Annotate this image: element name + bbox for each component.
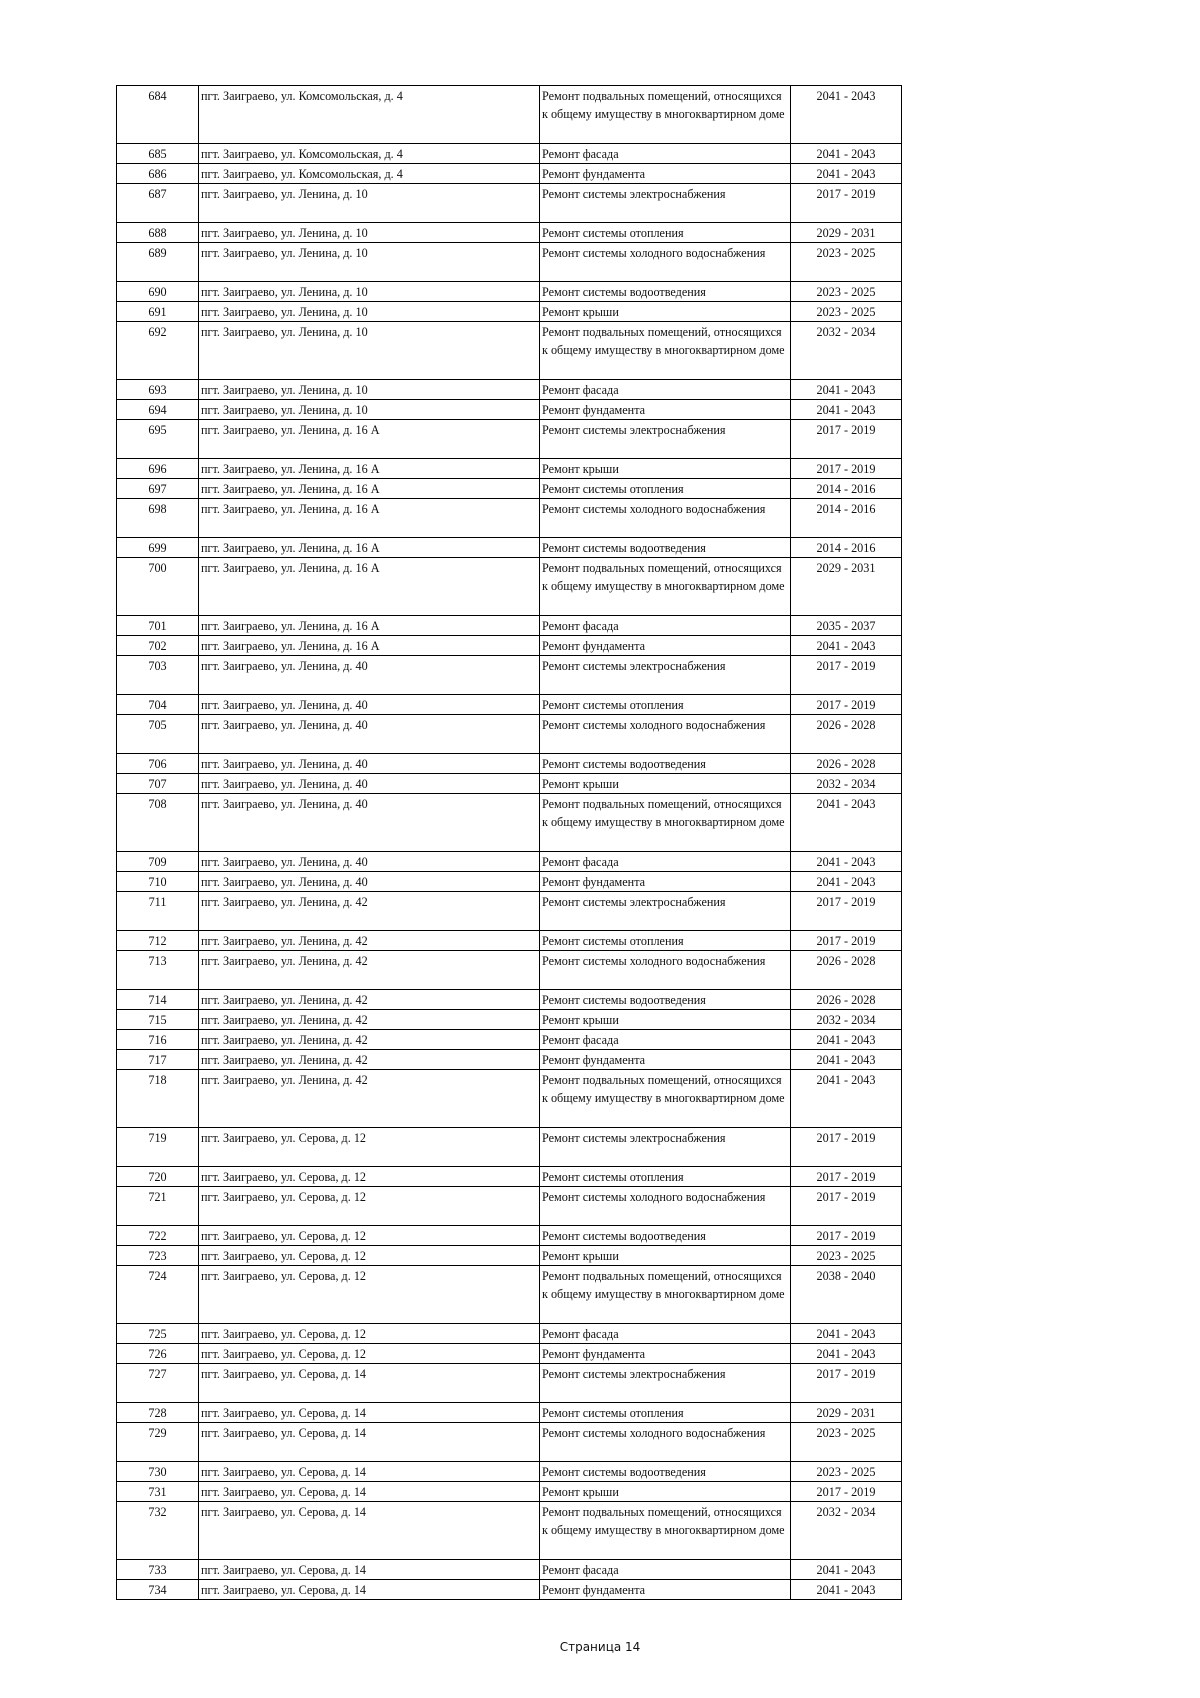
- work-type-cell: Ремонт системы холодного водоснабжения: [540, 1187, 791, 1226]
- period-cell: 2023 - 2025: [791, 1423, 902, 1462]
- period-cell: 2041 - 2043: [791, 144, 902, 164]
- row-number: 715: [117, 1010, 199, 1030]
- address-cell: пгт. Заиграево, ул. Серова, д. 14: [199, 1502, 540, 1560]
- period-cell: 2026 - 2028: [791, 990, 902, 1010]
- table-row: [117, 1187, 902, 1226]
- row-number: 726: [117, 1344, 199, 1364]
- address-cell: пгт. Заиграево, ул. Ленина, д. 40: [199, 695, 540, 715]
- work-type-cell: Ремонт системы холодного водоснабжения: [540, 1423, 791, 1462]
- table-row: [117, 499, 902, 538]
- work-type-cell: Ремонт фундамента: [540, 1580, 791, 1600]
- work-type-cell: Ремонт фасада: [540, 1030, 791, 1050]
- work-type-cell: Ремонт фасада: [540, 380, 791, 400]
- table-row: [117, 380, 902, 400]
- work-type-cell: Ремонт системы отопления: [540, 1167, 791, 1187]
- row-number: 700: [117, 558, 199, 616]
- work-type-cell: Ремонт системы электроснабжения: [540, 420, 791, 459]
- period-cell: 2017 - 2019: [791, 1187, 902, 1226]
- address-cell: пгт. Заиграево, ул. Комсомольская, д. 4: [199, 144, 540, 164]
- row-number: 721: [117, 1187, 199, 1226]
- table-row: [117, 1403, 902, 1423]
- work-type-cell: Ремонт крыши: [540, 1010, 791, 1030]
- row-number: 728: [117, 1403, 199, 1423]
- period-cell: 2017 - 2019: [791, 1364, 902, 1403]
- address-cell: пгт. Заиграево, ул. Ленина, д. 16 А: [199, 420, 540, 459]
- address-cell: пгт. Заиграево, ул. Серова, д. 14: [199, 1560, 540, 1580]
- row-number: 724: [117, 1266, 199, 1324]
- row-number: 702: [117, 636, 199, 656]
- address-cell: пгт. Заиграево, ул. Ленина, д. 40: [199, 656, 540, 695]
- work-type-cell: Ремонт системы отопления: [540, 1403, 791, 1423]
- period-cell: 2014 - 2016: [791, 499, 902, 538]
- row-number: 709: [117, 852, 199, 872]
- table-row: [117, 1482, 902, 1502]
- period-cell: 2023 - 2025: [791, 243, 902, 282]
- address-cell: пгт. Заиграево, ул. Серова, д. 14: [199, 1580, 540, 1600]
- address-cell: пгт. Заиграево, ул. Ленина, д. 42: [199, 1070, 540, 1128]
- period-cell: 2017 - 2019: [791, 656, 902, 695]
- row-number: 703: [117, 656, 199, 695]
- work-type-cell: Ремонт подвальных помещений, относящихся к общему имуществу в многоквартирном доме: [540, 794, 791, 852]
- period-cell: 2041 - 2043: [791, 852, 902, 872]
- period-cell: 2032 - 2034: [791, 322, 902, 380]
- address-cell: пгт. Заиграево, ул. Ленина, д. 40: [199, 715, 540, 754]
- table-row: [117, 1030, 902, 1050]
- period-cell: 2041 - 2043: [791, 1344, 902, 1364]
- table-row: [117, 754, 902, 774]
- table-row: [117, 1423, 902, 1462]
- work-type-cell: Ремонт системы электроснабжения: [540, 656, 791, 695]
- work-type-cell: Ремонт системы отопления: [540, 931, 791, 951]
- address-cell: пгт. Заиграево, ул. Серова, д. 12: [199, 1266, 540, 1324]
- period-cell: 2026 - 2028: [791, 754, 902, 774]
- period-cell: 2017 - 2019: [791, 420, 902, 459]
- address-cell: пгт. Заиграево, ул. Комсомольская, д. 4: [199, 164, 540, 184]
- work-type-cell: Ремонт фундамента: [540, 636, 791, 656]
- period-cell: 2023 - 2025: [791, 1246, 902, 1266]
- table-row: [117, 695, 902, 715]
- address-cell: пгт. Заиграево, ул. Ленина, д. 40: [199, 794, 540, 852]
- row-number: 718: [117, 1070, 199, 1128]
- address-cell: пгт. Заиграево, ул. Серова, д. 12: [199, 1246, 540, 1266]
- period-cell: 2023 - 2025: [791, 282, 902, 302]
- work-type-cell: Ремонт системы отопления: [540, 695, 791, 715]
- table-row: [117, 1344, 902, 1364]
- row-number: 686: [117, 164, 199, 184]
- address-cell: пгт. Заиграево, ул. Серова, д. 14: [199, 1403, 540, 1423]
- row-number: 691: [117, 302, 199, 322]
- period-cell: 2014 - 2016: [791, 479, 902, 499]
- row-number: 699: [117, 538, 199, 558]
- row-number: 685: [117, 144, 199, 164]
- address-cell: пгт. Заиграево, ул. Серова, д. 14: [199, 1482, 540, 1502]
- table-row: [117, 1502, 902, 1560]
- address-cell: пгт. Заиграево, ул. Ленина, д. 16 А: [199, 538, 540, 558]
- work-type-cell: Ремонт системы отопления: [540, 479, 791, 499]
- work-type-cell: Ремонт крыши: [540, 1482, 791, 1502]
- table-row: [117, 223, 902, 243]
- row-number: 710: [117, 872, 199, 892]
- table-row: [117, 282, 902, 302]
- period-cell: 2023 - 2025: [791, 302, 902, 322]
- table-row: [117, 1050, 902, 1070]
- address-cell: пгт. Заиграево, ул. Ленина, д. 16 А: [199, 459, 540, 479]
- work-type-cell: Ремонт фундамента: [540, 400, 791, 420]
- period-cell: 2041 - 2043: [791, 1324, 902, 1344]
- address-cell: пгт. Заиграево, ул. Ленина, д. 16 А: [199, 558, 540, 616]
- period-cell: 2038 - 2040: [791, 1266, 902, 1324]
- work-type-cell: Ремонт системы электроснабжения: [540, 1128, 791, 1167]
- work-type-cell: Ремонт фасада: [540, 852, 791, 872]
- row-number: 712: [117, 931, 199, 951]
- work-type-cell: Ремонт подвальных помещений, относящихся к общему имуществу в многоквартирном доме: [540, 1070, 791, 1128]
- work-type-cell: Ремонт системы холодного водоснабжения: [540, 243, 791, 282]
- address-cell: пгт. Заиграево, ул. Ленина, д. 10: [199, 322, 540, 380]
- work-type-cell: Ремонт системы электроснабжения: [540, 892, 791, 931]
- row-number: 723: [117, 1246, 199, 1266]
- row-number: 717: [117, 1050, 199, 1070]
- table-row: [117, 656, 902, 695]
- row-number: 716: [117, 1030, 199, 1050]
- address-cell: пгт. Заиграево, ул. Ленина, д. 16 А: [199, 479, 540, 499]
- period-cell: 2041 - 2043: [791, 1050, 902, 1070]
- work-type-cell: Ремонт крыши: [540, 1246, 791, 1266]
- table-row: [117, 636, 902, 656]
- period-cell: 2041 - 2043: [791, 794, 902, 852]
- row-number: 713: [117, 951, 199, 990]
- work-type-cell: Ремонт системы отопления: [540, 223, 791, 243]
- table-row: [117, 1070, 902, 1128]
- address-cell: пгт. Заиграево, ул. Ленина, д. 10: [199, 380, 540, 400]
- period-cell: 2017 - 2019: [791, 1167, 902, 1187]
- row-number: 690: [117, 282, 199, 302]
- period-cell: 2041 - 2043: [791, 636, 902, 656]
- address-cell: пгт. Заиграево, ул. Комсомольская, д. 4: [199, 86, 540, 144]
- address-cell: пгт. Заиграево, ул. Ленина, д. 10: [199, 302, 540, 322]
- row-number: 730: [117, 1462, 199, 1482]
- period-cell: 2017 - 2019: [791, 1226, 902, 1246]
- address-cell: пгт. Заиграево, ул. Ленина, д. 16 А: [199, 499, 540, 538]
- work-type-cell: Ремонт крыши: [540, 774, 791, 794]
- period-cell: 2029 - 2031: [791, 1403, 902, 1423]
- table-row: [117, 1167, 902, 1187]
- address-cell: пгт. Заиграево, ул. Ленина, д. 10: [199, 184, 540, 223]
- row-number: 695: [117, 420, 199, 459]
- row-number: 705: [117, 715, 199, 754]
- row-number: 714: [117, 990, 199, 1010]
- period-cell: 2017 - 2019: [791, 184, 902, 223]
- period-cell: 2023 - 2025: [791, 1462, 902, 1482]
- row-number: 711: [117, 892, 199, 931]
- work-type-cell: Ремонт подвальных помещений, относящихся к общему имуществу в многоквартирном доме: [540, 322, 791, 380]
- table-row: [117, 420, 902, 459]
- address-cell: пгт. Заиграево, ул. Серова, д. 12: [199, 1324, 540, 1344]
- period-cell: 2017 - 2019: [791, 459, 902, 479]
- work-type-cell: Ремонт фасада: [540, 616, 791, 636]
- row-number: 704: [117, 695, 199, 715]
- table-row: [117, 558, 902, 616]
- period-cell: 2017 - 2019: [791, 1128, 902, 1167]
- work-type-cell: Ремонт крыши: [540, 302, 791, 322]
- address-cell: пгт. Заиграево, ул. Ленина, д. 10: [199, 223, 540, 243]
- period-cell: 2026 - 2028: [791, 715, 902, 754]
- address-cell: пгт. Заиграево, ул. Серова, д. 12: [199, 1187, 540, 1226]
- work-type-cell: Ремонт системы водоотведения: [540, 282, 791, 302]
- address-cell: пгт. Заиграево, ул. Ленина, д. 42: [199, 1050, 540, 1070]
- address-cell: пгт. Заиграево, ул. Серова, д. 14: [199, 1364, 540, 1403]
- address-cell: пгт. Заиграево, ул. Ленина, д. 10: [199, 400, 540, 420]
- work-type-cell: Ремонт системы электроснабжения: [540, 1364, 791, 1403]
- table-row: [117, 892, 902, 931]
- period-cell: 2035 - 2037: [791, 616, 902, 636]
- period-cell: 2029 - 2031: [791, 558, 902, 616]
- address-cell: пгт. Заиграево, ул. Ленина, д. 42: [199, 931, 540, 951]
- period-cell: 2041 - 2043: [791, 1070, 902, 1128]
- period-cell: 2041 - 2043: [791, 380, 902, 400]
- address-cell: пгт. Заиграево, ул. Ленина, д. 10: [199, 282, 540, 302]
- period-cell: 2017 - 2019: [791, 931, 902, 951]
- table-row: [117, 1324, 902, 1344]
- work-type-cell: Ремонт системы холодного водоснабжения: [540, 951, 791, 990]
- address-cell: пгт. Заиграево, ул. Серова, д. 12: [199, 1226, 540, 1246]
- work-type-cell: Ремонт системы водоотведения: [540, 754, 791, 774]
- work-type-cell: Ремонт подвальных помещений, относящихся к общему имуществу в многоквартирном доме: [540, 558, 791, 616]
- address-cell: пгт. Заиграево, ул. Ленина, д. 42: [199, 1030, 540, 1050]
- table-row: [117, 1010, 902, 1030]
- table-row: [117, 479, 902, 499]
- table-row: [117, 1128, 902, 1167]
- row-number: 722: [117, 1226, 199, 1246]
- period-cell: 2041 - 2043: [791, 872, 902, 892]
- table-row: [117, 990, 902, 1010]
- address-cell: пгт. Заиграево, ул. Ленина, д. 16 А: [199, 636, 540, 656]
- period-cell: 2032 - 2034: [791, 774, 902, 794]
- period-cell: 2017 - 2019: [791, 892, 902, 931]
- row-number: 688: [117, 223, 199, 243]
- address-cell: пгт. Заиграево, ул. Ленина, д. 10: [199, 243, 540, 282]
- table-row: [117, 1364, 902, 1403]
- row-number: 727: [117, 1364, 199, 1403]
- address-cell: пгт. Заиграево, ул. Ленина, д. 40: [199, 754, 540, 774]
- row-number: 693: [117, 380, 199, 400]
- table-row: [117, 164, 902, 184]
- period-cell: 2041 - 2043: [791, 400, 902, 420]
- work-type-cell: Ремонт системы электроснабжения: [540, 184, 791, 223]
- period-cell: 2032 - 2034: [791, 1502, 902, 1560]
- table-row: [117, 322, 902, 380]
- period-cell: 2017 - 2019: [791, 1482, 902, 1502]
- table-row: [117, 616, 902, 636]
- row-number: 694: [117, 400, 199, 420]
- row-number: 725: [117, 1324, 199, 1344]
- work-type-cell: Ремонт системы холодного водоснабжения: [540, 715, 791, 754]
- table-row: [117, 1246, 902, 1266]
- work-type-cell: Ремонт подвальных помещений, относящихся к общему имуществу в многоквартирном доме: [540, 1502, 791, 1560]
- period-cell: 2032 - 2034: [791, 1010, 902, 1030]
- table-row: [117, 538, 902, 558]
- table-row: [117, 794, 902, 852]
- work-type-cell: Ремонт фундамента: [540, 1344, 791, 1364]
- address-cell: пгт. Заиграево, ул. Серова, д. 12: [199, 1167, 540, 1187]
- table-row: [117, 1580, 902, 1600]
- work-type-cell: Ремонт фундамента: [540, 164, 791, 184]
- row-number: 719: [117, 1128, 199, 1167]
- period-cell: 2041 - 2043: [791, 1030, 902, 1050]
- address-cell: пгт. Заиграево, ул. Ленина, д. 40: [199, 872, 540, 892]
- address-cell: пгт. Заиграево, ул. Ленина, д. 40: [199, 774, 540, 794]
- address-cell: пгт. Заиграево, ул. Ленина, д. 42: [199, 892, 540, 931]
- address-cell: пгт. Заиграево, ул. Серова, д. 14: [199, 1423, 540, 1462]
- table-row: [117, 302, 902, 322]
- address-cell: пгт. Заиграево, ул. Серова, д. 12: [199, 1344, 540, 1364]
- work-type-cell: Ремонт фасада: [540, 1560, 791, 1580]
- row-number: 734: [117, 1580, 199, 1600]
- table-row: [117, 184, 902, 223]
- period-cell: 2029 - 2031: [791, 223, 902, 243]
- work-type-cell: Ремонт системы водоотведения: [540, 1462, 791, 1482]
- table-row: [117, 931, 902, 951]
- work-type-cell: Ремонт подвальных помещений, относящихся к общему имуществу в многоквартирном доме: [540, 86, 791, 144]
- period-cell: 2041 - 2043: [791, 164, 902, 184]
- period-cell: 2041 - 2043: [791, 1560, 902, 1580]
- row-number: 706: [117, 754, 199, 774]
- table-row: [117, 400, 902, 420]
- period-cell: 2017 - 2019: [791, 695, 902, 715]
- table-row: [117, 459, 902, 479]
- table-row: [117, 1266, 902, 1324]
- table-row: [117, 243, 902, 282]
- address-cell: пгт. Заиграево, ул. Ленина, д. 40: [199, 852, 540, 872]
- address-cell: пгт. Заиграево, ул. Серова, д. 14: [199, 1462, 540, 1482]
- row-number: 689: [117, 243, 199, 282]
- work-type-cell: Ремонт системы водоотведения: [540, 990, 791, 1010]
- row-number: 698: [117, 499, 199, 538]
- row-number: 707: [117, 774, 199, 794]
- work-type-cell: Ремонт фундамента: [540, 872, 791, 892]
- repair-schedule-table: [116, 85, 902, 1600]
- row-number: 701: [117, 616, 199, 636]
- address-cell: пгт. Заиграево, ул. Ленина, д. 42: [199, 951, 540, 990]
- row-number: 697: [117, 479, 199, 499]
- table-row: [117, 1462, 902, 1482]
- work-type-cell: Ремонт системы водоотведения: [540, 1226, 791, 1246]
- address-cell: пгт. Заиграево, ул. Ленина, д. 42: [199, 990, 540, 1010]
- work-type-cell: Ремонт системы водоотведения: [540, 538, 791, 558]
- row-number: 731: [117, 1482, 199, 1502]
- address-cell: пгт. Заиграево, ул. Ленина, д. 42: [199, 1010, 540, 1030]
- row-number: 732: [117, 1502, 199, 1560]
- work-type-cell: Ремонт фундамента: [540, 1050, 791, 1070]
- table-row: [117, 852, 902, 872]
- table-row: [117, 144, 902, 164]
- work-type-cell: Ремонт фасада: [540, 1324, 791, 1344]
- work-type-cell: Ремонт системы холодного водоснабжения: [540, 499, 791, 538]
- table-row: [117, 1226, 902, 1246]
- table-row: [117, 715, 902, 754]
- period-cell: 2014 - 2016: [791, 538, 902, 558]
- row-number: 720: [117, 1167, 199, 1187]
- table-row: [117, 86, 902, 144]
- period-cell: 2041 - 2043: [791, 86, 902, 144]
- row-number: 687: [117, 184, 199, 223]
- table-row: [117, 951, 902, 990]
- table-row: [117, 774, 902, 794]
- row-number: 692: [117, 322, 199, 380]
- work-type-cell: Ремонт подвальных помещений, относящихся к общему имуществу в многоквартирном доме: [540, 1266, 791, 1324]
- row-number: 684: [117, 86, 199, 144]
- table-row: [117, 1560, 902, 1580]
- address-cell: пгт. Заиграево, ул. Ленина, д. 16 А: [199, 616, 540, 636]
- work-type-cell: Ремонт крыши: [540, 459, 791, 479]
- work-type-cell: Ремонт фасада: [540, 144, 791, 164]
- row-number: 733: [117, 1560, 199, 1580]
- table-row: [117, 872, 902, 892]
- address-cell: пгт. Заиграево, ул. Серова, д. 12: [199, 1128, 540, 1167]
- period-cell: 2041 - 2043: [791, 1580, 902, 1600]
- page-number: Страница 14: [559, 1640, 641, 1654]
- row-number: 696: [117, 459, 199, 479]
- row-number: 708: [117, 794, 199, 852]
- period-cell: 2026 - 2028: [791, 951, 902, 990]
- table-body: [117, 86, 902, 1600]
- row-number: 729: [117, 1423, 199, 1462]
